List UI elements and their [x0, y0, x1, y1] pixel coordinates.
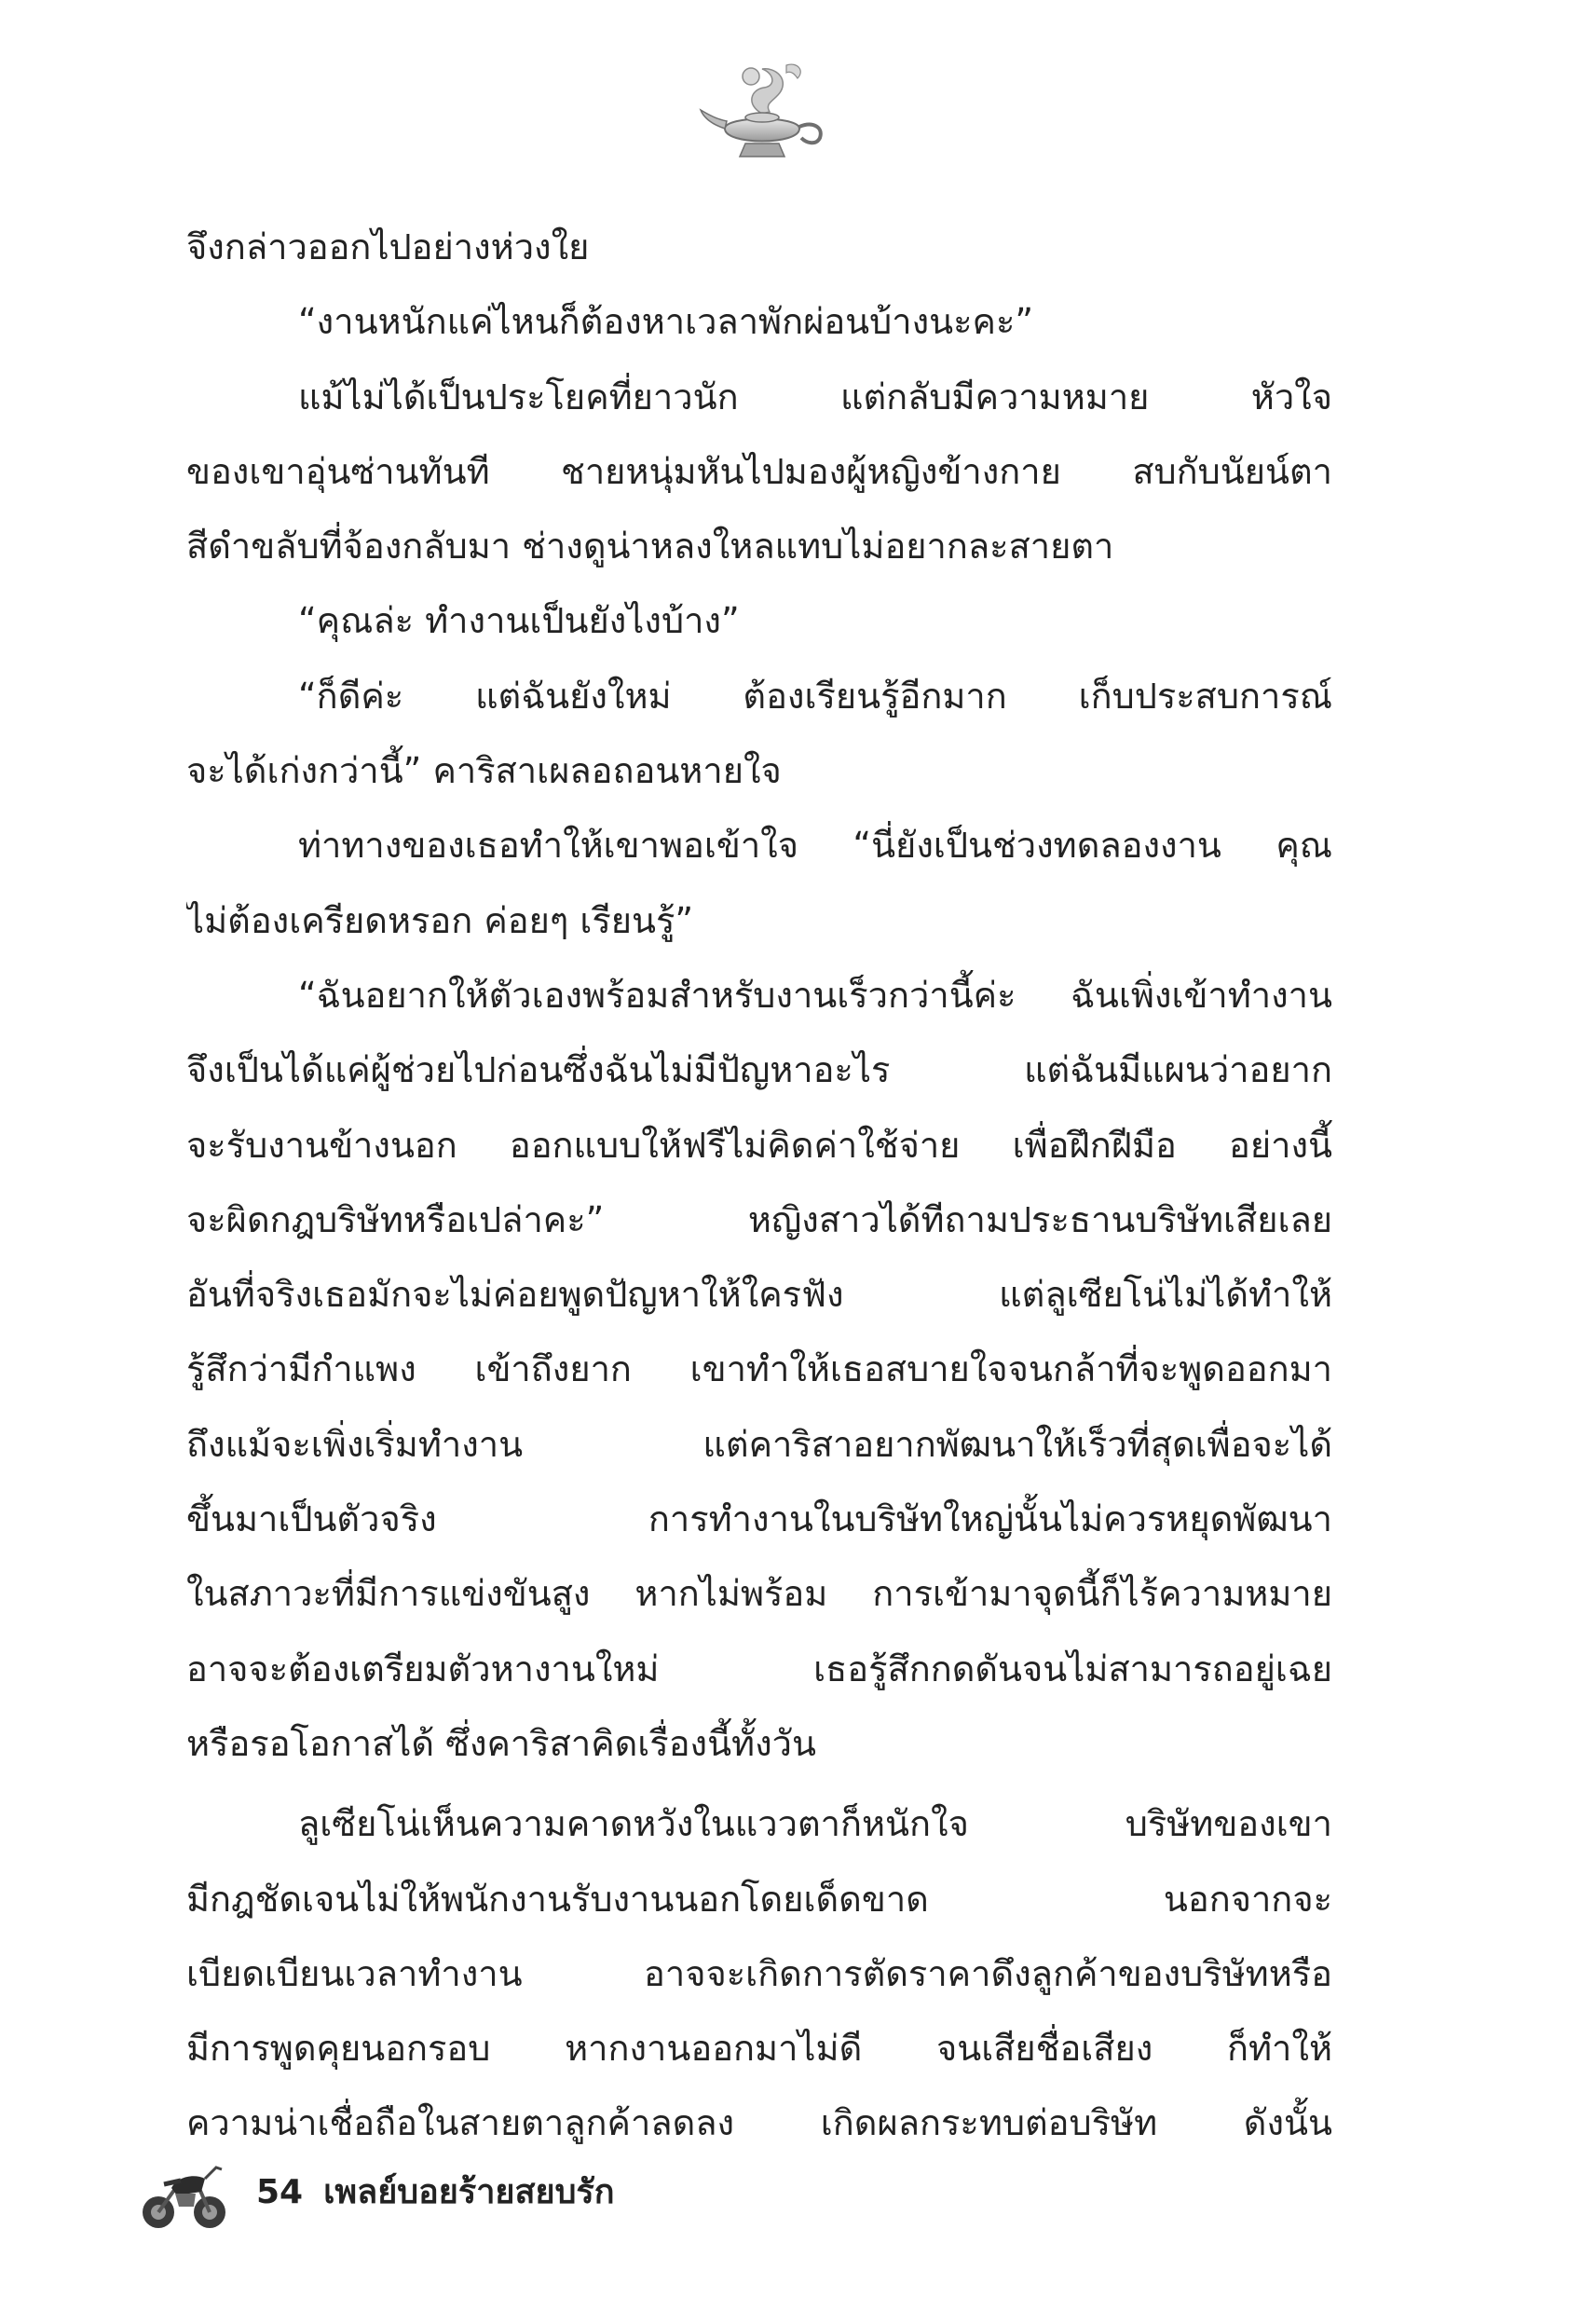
text-line: ท่าทางของเธอทำให้เขาพอเข้าใจ “นี่ยังเป็นช่วงทดลองงาน คุณ	[298, 825, 1332, 867]
footer-label	[256, 2169, 615, 2216]
body-text	[186, 210, 1332, 2161]
text-line: “งานหนักแค่ไหนก็ต้องหาเวลาพักผ่อนบ้างนะคะ”	[298, 301, 1034, 343]
text-line: จึงกล่าวออกไปอย่างห่วงใย	[186, 226, 590, 267]
text-line: ของเขาอุ่นซ่านทันที ชายหนุ่มหันไปมองผู้หญิงข้างกาย สบกับนัยน์ตา	[186, 450, 1332, 492]
text-line: จะผิดกฎบริษัทหรือเปล่าคะ” หญิงสาวได้ทีถามประธานบริษัทเสียเลย	[186, 1198, 1332, 1240]
text-line: อันที่จริงเธอมักจะไม่ค่อยพูดปัญหาให้ใครฟัง แต่ลูเซียโน่ไม่ได้ทำให้	[186, 1274, 1332, 1316]
text-line: แม้ไม่ได้เป็นประโยคที่ยาวนัก แต่กลับมีความหมาย หัวใจ	[298, 376, 1332, 417]
motorcycle-icon	[140, 2151, 228, 2235]
text-line: ขึ้นมาเป็นตัวจริง การทำงานในบริษัทใหญ่นั้นไม่ควรหยุดพัฒนา	[186, 1498, 1332, 1540]
text-line: จะได้เก่งกว่านี้” คาริสาเผลอถอนหายใจ	[186, 750, 782, 792]
text-line: “ฉันอยากให้ตัวเองพร้อมสำหรับงานเร็วกว่านี้ค่ะ ฉันเพิ่งเข้าทำงาน	[298, 974, 1332, 1016]
page-footer	[140, 2143, 792, 2246]
text-line: เบียดเบียนเวลาทำงาน อาจจะเกิดการตัดราคาดึงลูกค้าของบริษัทหรือ	[186, 1952, 1332, 1994]
text-line: จึงเป็นได้แค่ผู้ช่วยไปก่อนซึ่งฉันไม่มีปัญหาอะไร แต่ฉันมีแผนว่าอยาก	[186, 1049, 1332, 1091]
text-line: “ก็ดีค่ะ แต่ฉันยังใหม่ ต้องเรียนรู้อีกมาก เก็บประสบการณ์	[298, 675, 1332, 717]
text-line: ไม่ต้องเครียดหรอก ค่อยๆ เรียนรู้”	[186, 899, 694, 941]
text-line: มีการพูดคุยนอกรอบ หากงานออกมาไม่ดี จนเสียชื่อเสียง ก็ทำให้	[186, 2028, 1332, 2070]
text-line: หรือรอโอกาสได้ ซึ่งคาริสาคิดเรื่องนี้ทั้งวัน	[186, 1722, 816, 1764]
text-line: รู้สึกว่ามีกำแพง เข้าถึงยาก เขาทำให้เธอสบายใจจนกล้าที่จะพูดออกมา	[186, 1348, 1332, 1390]
text-line: อาจจะต้องเตรียมตัวหางานใหม่ เธอรู้สึกกดดันจนไม่สามารถอยู่เฉย	[186, 1648, 1332, 1689]
book-title: เพลย์บอยร้ายสยบรัก	[323, 2173, 615, 2211]
page-number: 54	[256, 2173, 304, 2211]
text-line: ความน่าเชื่อถือในสายตาลูกค้าลดลง เกิดผลกระทบต่อบริษัท ดังนั้น	[186, 2102, 1332, 2144]
text-line: จะรับงานข้างนอก ออกแบบให้ฟรีไม่คิดค่าใช้จ่าย เพื่อฝึกฝีมือ อย่างนี้	[186, 1124, 1332, 1166]
text-line: ถึงแม้จะเพิ่งเริ่มทำงาน แต่คาริสาอยากพัฒนาให้เร็วที่สุดเพื่อจะได้	[186, 1423, 1332, 1465]
text-line: ลูเซียโน่เห็นความคาดหวังในแววตาก็หนักใจ บริษัทของเขา	[298, 1803, 1332, 1845]
text-line: ในสภาวะที่มีการแข่งขันสูง หากไม่พร้อม การเข้ามาจุดนี้ก็ไร้ความหมาย	[186, 1573, 1332, 1615]
text-line: มีกฎชัดเจนไม่ให้พนักงานรับงานนอกโดยเด็ดขาด นอกจากจะ	[186, 1878, 1332, 1920]
text-line: สีดำขลับที่จ้องกลับมา ช่างดูน่าหลงใหลแทบไม่อยากละสายตา	[186, 526, 1114, 567]
text-line: “คุณล่ะ ทำงานเป็นยังไงบ้าง”	[298, 600, 740, 642]
genie-lamp-icon	[697, 56, 827, 168]
